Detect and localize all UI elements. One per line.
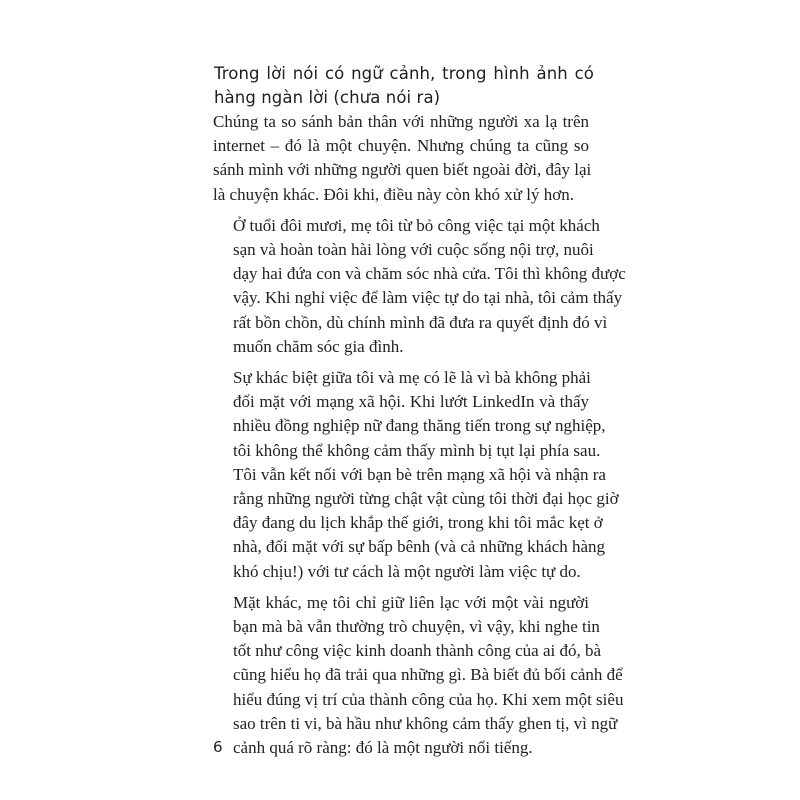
text-line: rằng những người từng chật vật cùng tôi thời đại học giờ xyxy=(233,489,619,509)
paragraph xyxy=(213,214,626,359)
text-line: rất bồn chồn, dù chính mình đã đưa ra quyết định đó vì xyxy=(233,312,608,332)
text-line: hiểu đúng vị trí của thành công của họ. Khi xem một siêu xyxy=(233,689,624,709)
section-heading xyxy=(214,62,594,110)
text-line: cũng hiểu họ đã trải qua những gì. Bà biết đủ bối cảnh để xyxy=(233,665,623,685)
text-line: dạy hai đứa con và chăm sóc nhà cửa. Tôi thì không được xyxy=(233,264,626,284)
text-line: sao trên ti vi, bà hầu như không cảm thấy ghen tị, vì ngữ xyxy=(233,713,618,733)
paragraph xyxy=(213,591,624,760)
page-number: 6 xyxy=(213,738,223,756)
body-text xyxy=(213,110,626,767)
text-line: Sự khác biệt giữa tôi và mẹ có lẽ là vì bà không phải xyxy=(233,368,591,388)
text-line: nhiều đồng nghiệp nữ đang thăng tiến trong sự nghiệp, xyxy=(233,416,606,436)
text-line: tôi không thể không cảm thấy mình bị tụt lại phía sau. xyxy=(233,440,601,460)
text-line: là chuyện khác. Đôi khi, điều này còn khó xử lý hơn. xyxy=(213,184,574,204)
text-line: Mặt khác, mẹ tôi chỉ giữ liên lạc với một vài người xyxy=(233,592,589,612)
text-line: sánh mình với những người quen biết ngoài đời, đây lại xyxy=(213,160,592,180)
text-line: đây đang du lịch khắp thế giới, trong khi tôi mắc kẹt ở xyxy=(233,513,603,533)
text-line: tốt như công việc kinh doanh thành công của ai đó, bà xyxy=(233,641,602,661)
text-line: cảnh quá rõ ràng: đó là một người nổi tiếng. xyxy=(233,738,533,758)
text-line: Chúng ta so sánh bản thân với những người xa lạ trên xyxy=(213,112,589,131)
text-line: muốn chăm sóc gia đình. xyxy=(233,336,404,356)
text-line: sạn và hoàn toàn hài lòng với cuộc sống nội trợ, nuôi xyxy=(233,240,594,260)
text-line: khó chịu!) với tư cách là một người làm việc tự do. xyxy=(233,561,581,581)
heading-line: hàng ngàn lời (chưa nói ra) xyxy=(214,88,441,107)
heading-line: Trong lời nói có ngữ cảnh, trong hình ảnh có xyxy=(214,64,594,83)
paragraph xyxy=(213,366,619,584)
text-line: vậy. Khi nghỉ việc để làm việc tự do tại nhà, tôi cảm thấy xyxy=(233,288,623,308)
text-line: Ở tuổi đôi mươi, mẹ tôi từ bỏ công việc tại một khách xyxy=(233,215,600,235)
text-line: đối mặt với mạng xã hội. Khi lướt LinkedIn và thấy xyxy=(233,392,589,412)
text-line: bạn mà bà vẫn thường trò chuyện, vì vậy, khi nghe tin xyxy=(233,617,600,637)
paragraph xyxy=(213,110,592,207)
text-line: Tôi vẫn kết nối với bạn bè trên mạng xã hội và nhận ra xyxy=(233,464,606,484)
text-line: nhà, đối mặt với sự bấp bênh (và cả những khách hàng xyxy=(233,537,606,557)
text-line: internet – đó là một chuyện. Nhưng chúng ta cũng so xyxy=(213,136,589,156)
